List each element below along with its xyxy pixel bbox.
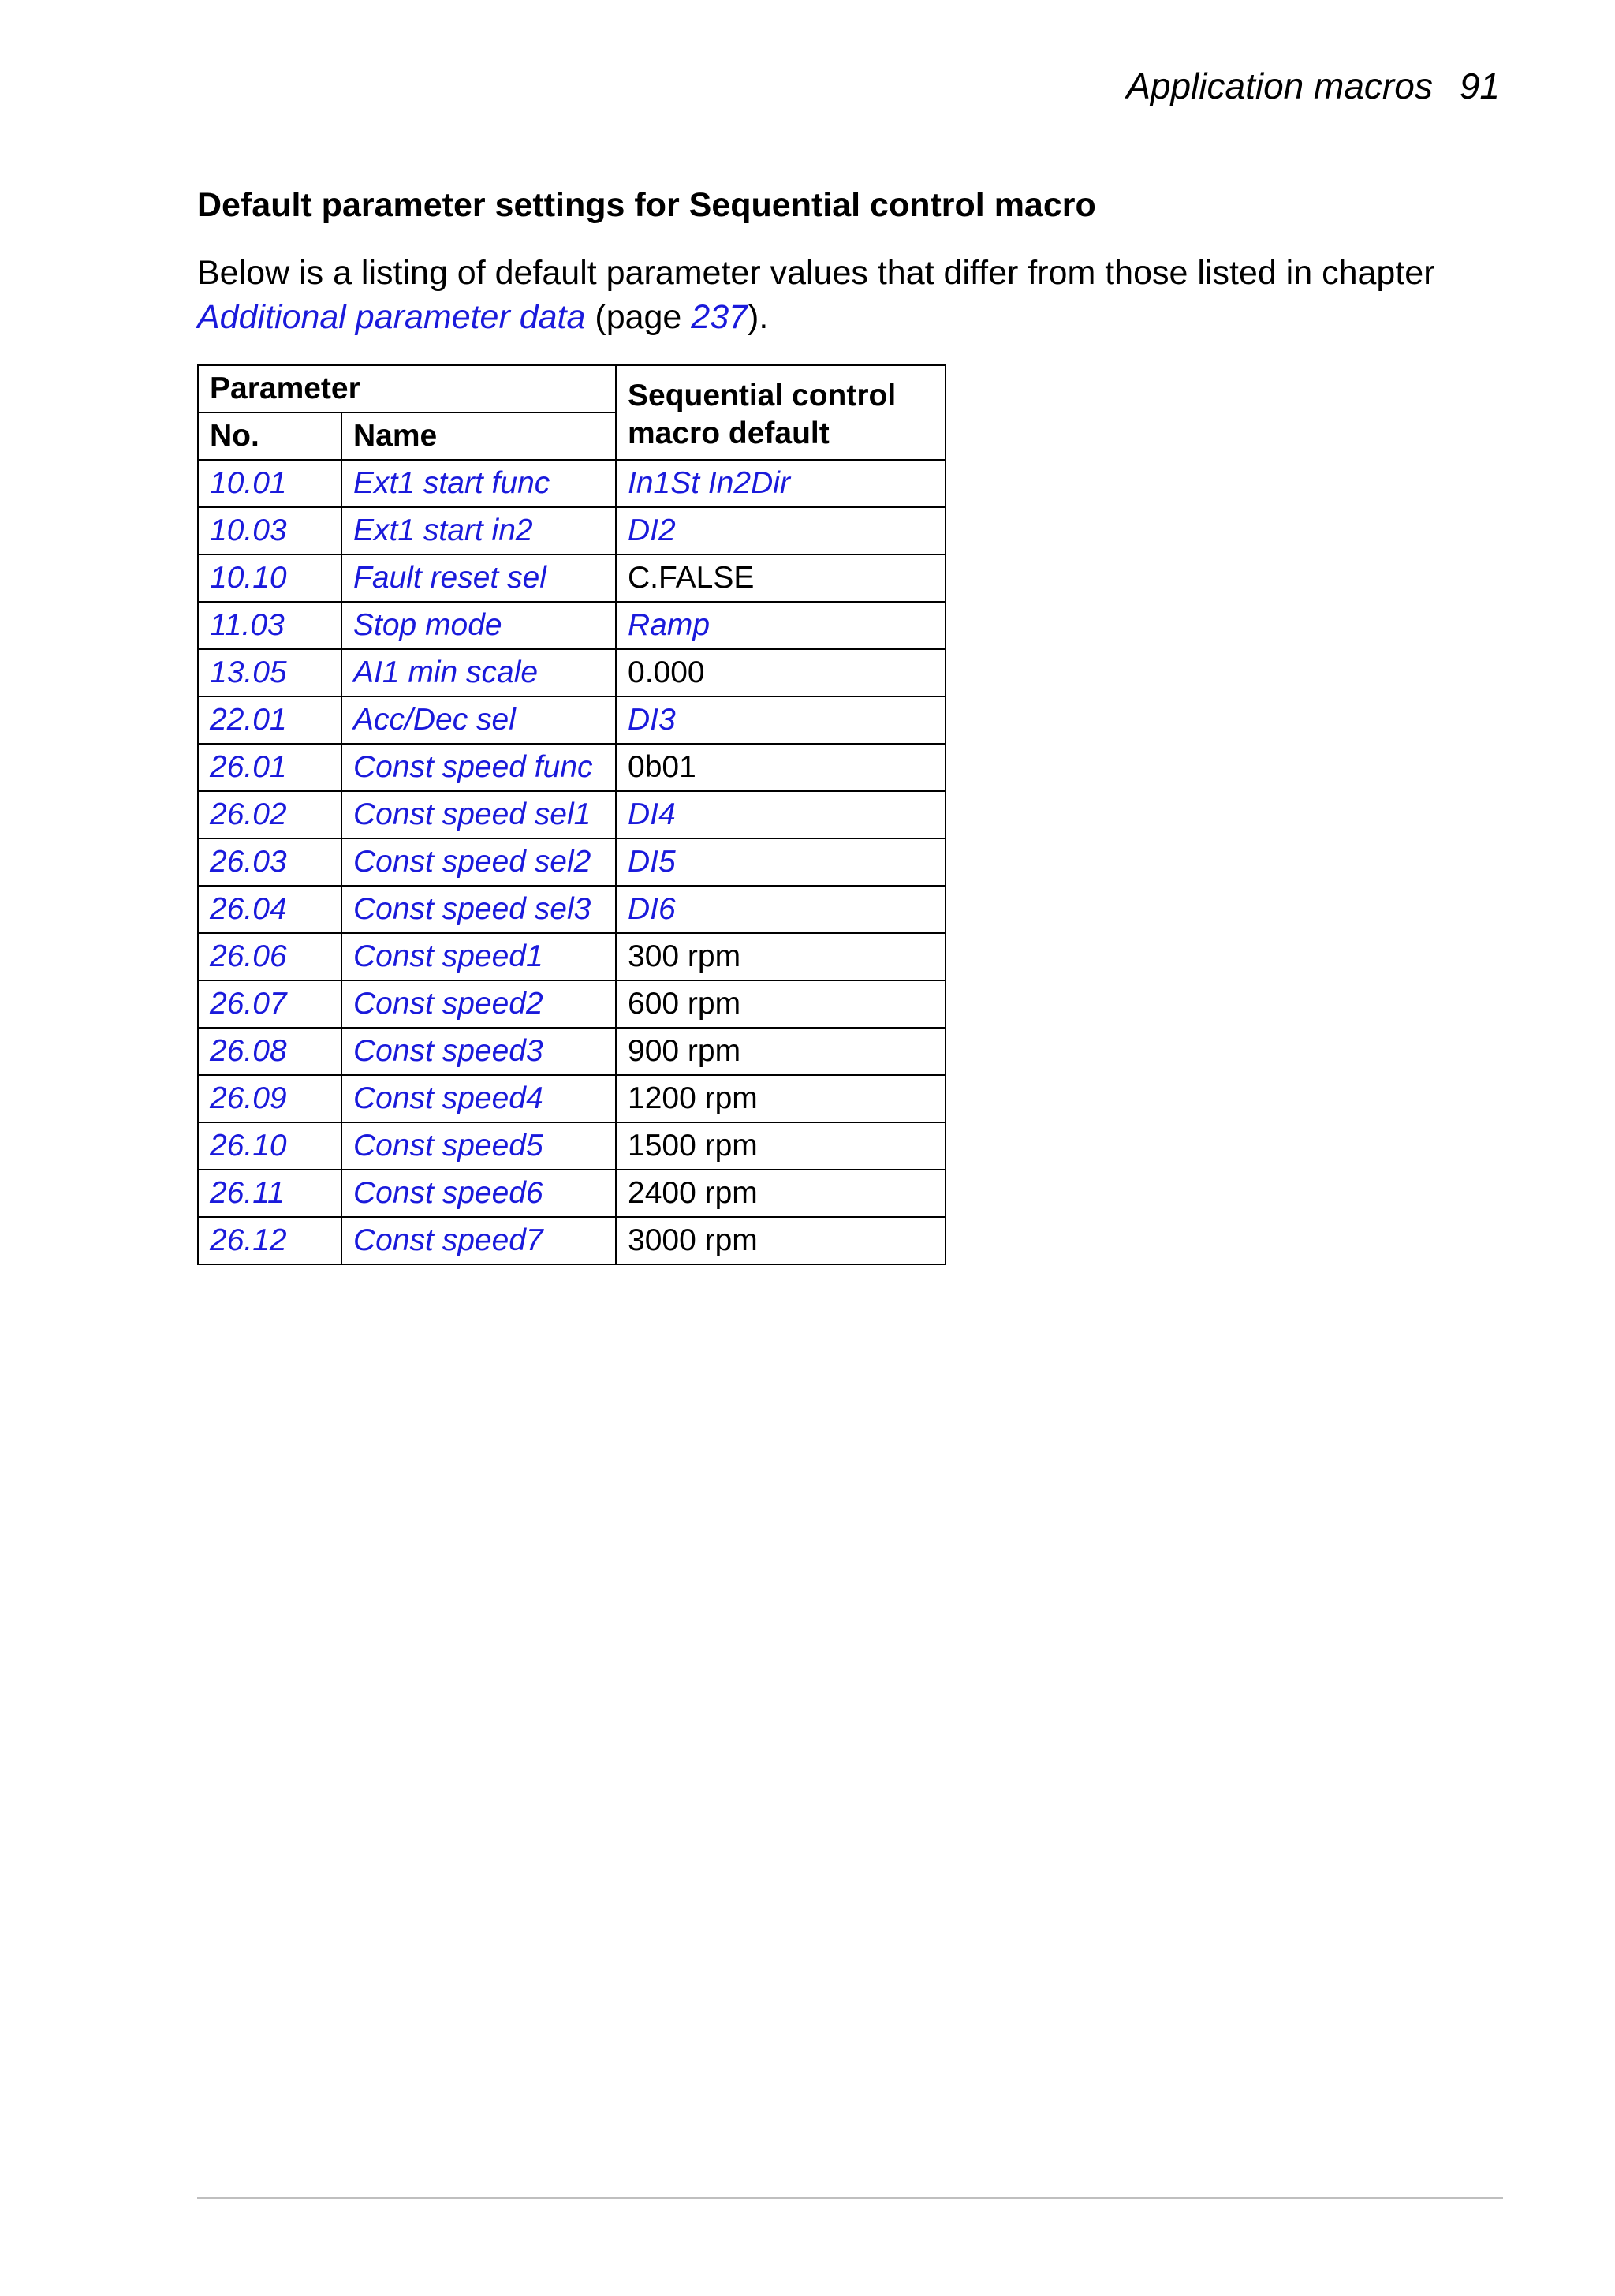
param-name-link[interactable]: Const speed3 (341, 1028, 616, 1075)
table-row (198, 1075, 946, 1122)
footer-rule (197, 2197, 1503, 2199)
param-name-link[interactable]: Ext1 start in2 (341, 507, 616, 554)
param-name-link[interactable]: Const speed sel2 (341, 838, 616, 886)
default-value: 0b01 (616, 744, 946, 791)
chapter-link[interactable]: Additional parameter data (197, 298, 586, 336)
default-value-link[interactable]: In1St In2Dir (616, 460, 946, 507)
table-row (198, 744, 946, 791)
table-header-row-1 (198, 365, 946, 413)
param-number-link[interactable]: 22.01 (198, 696, 341, 744)
default-value-link[interactable]: DI2 (616, 507, 946, 554)
default-value: 1200 rpm (616, 1075, 946, 1122)
intro-paragraph (197, 251, 1490, 339)
param-number-link[interactable]: 13.05 (198, 649, 341, 696)
default-value: C.FALSE (616, 554, 946, 602)
table-row (198, 838, 946, 886)
page-number: 91 (1459, 65, 1500, 106)
param-name-link[interactable]: Const speed6 (341, 1170, 616, 1217)
default-value: 1500 rpm (616, 1122, 946, 1170)
param-name-link[interactable]: Stop mode (341, 602, 616, 649)
param-name-link[interactable]: Const speed sel1 (341, 791, 616, 838)
param-name-link[interactable]: Const speed func (341, 744, 616, 791)
default-value-link[interactable]: DI3 (616, 696, 946, 744)
intro-text-after: ). (748, 298, 769, 336)
default-value-link[interactable]: Ramp (616, 602, 946, 649)
param-number-link[interactable]: 26.01 (198, 744, 341, 791)
default-value-link[interactable]: DI6 (616, 886, 946, 933)
running-header (1126, 65, 1500, 107)
running-header-section: Application macros (1126, 65, 1433, 106)
header-default-line1: Sequential control (628, 379, 897, 413)
param-name-link[interactable]: Acc/Dec sel (341, 696, 616, 744)
param-name-link[interactable]: Const speed5 (341, 1122, 616, 1170)
table-row (198, 933, 946, 980)
intro-text-middle: (page (585, 298, 692, 336)
param-number-link[interactable]: 26.03 (198, 838, 341, 886)
param-name-link[interactable]: Const speed4 (341, 1075, 616, 1122)
section-title: Default parameter settings for Sequential control macro (197, 186, 1096, 224)
param-number-link[interactable]: 26.10 (198, 1122, 341, 1170)
param-number-link[interactable]: 26.08 (198, 1028, 341, 1075)
header-name: Name (341, 413, 616, 460)
default-value-link[interactable]: DI5 (616, 838, 946, 886)
param-number-link[interactable]: 26.09 (198, 1075, 341, 1122)
page-link[interactable]: 237 (691, 298, 748, 336)
param-number-link[interactable]: 10.03 (198, 507, 341, 554)
table-row (198, 602, 946, 649)
param-number-link[interactable]: 26.06 (198, 933, 341, 980)
param-number-link[interactable]: 26.07 (198, 980, 341, 1028)
table-row (198, 980, 946, 1028)
table-row (198, 554, 946, 602)
table-row (198, 1122, 946, 1170)
param-number-link[interactable]: 10.10 (198, 554, 341, 602)
param-name-link[interactable]: Ext1 start func (341, 460, 616, 507)
default-value: 0.000 (616, 649, 946, 696)
param-name-link[interactable]: Const speed1 (341, 933, 616, 980)
param-number-link[interactable]: 11.03 (198, 602, 341, 649)
default-value: 3000 rpm (616, 1217, 946, 1264)
default-value: 300 rpm (616, 933, 946, 980)
param-number-link[interactable]: 26.02 (198, 791, 341, 838)
table-row (198, 1217, 946, 1264)
param-name-link[interactable]: Const speed7 (341, 1217, 616, 1264)
table-row (198, 886, 946, 933)
intro-text-before: Below is a listing of default parameter values that differ from those listed in chapter (197, 254, 1435, 292)
header-default (616, 365, 946, 460)
param-number-link[interactable]: 26.12 (198, 1217, 341, 1264)
table-row (198, 696, 946, 744)
param-number-link[interactable]: 26.04 (198, 886, 341, 933)
default-value-link[interactable]: DI4 (616, 791, 946, 838)
param-name-link[interactable]: Const speed2 (341, 980, 616, 1028)
default-value: 900 rpm (616, 1028, 946, 1075)
table-row (198, 460, 946, 507)
header-no: No. (198, 413, 341, 460)
param-name-link[interactable]: AI1 min scale (341, 649, 616, 696)
parameter-rows (198, 460, 946, 1264)
default-value: 600 rpm (616, 980, 946, 1028)
default-value: 2400 rpm (616, 1170, 946, 1217)
table-row (198, 1028, 946, 1075)
table-row (198, 649, 946, 696)
param-name-link[interactable]: Fault reset sel (341, 554, 616, 602)
header-default-line2: macro default (628, 416, 830, 450)
table-row (198, 791, 946, 838)
param-number-link[interactable]: 26.11 (198, 1170, 341, 1217)
table-row (198, 1170, 946, 1217)
param-name-link[interactable]: Const speed sel3 (341, 886, 616, 933)
param-number-link[interactable]: 10.01 (198, 460, 341, 507)
table-row (198, 507, 946, 554)
parameter-table (197, 364, 946, 1265)
header-parameter: Parameter (198, 365, 616, 413)
